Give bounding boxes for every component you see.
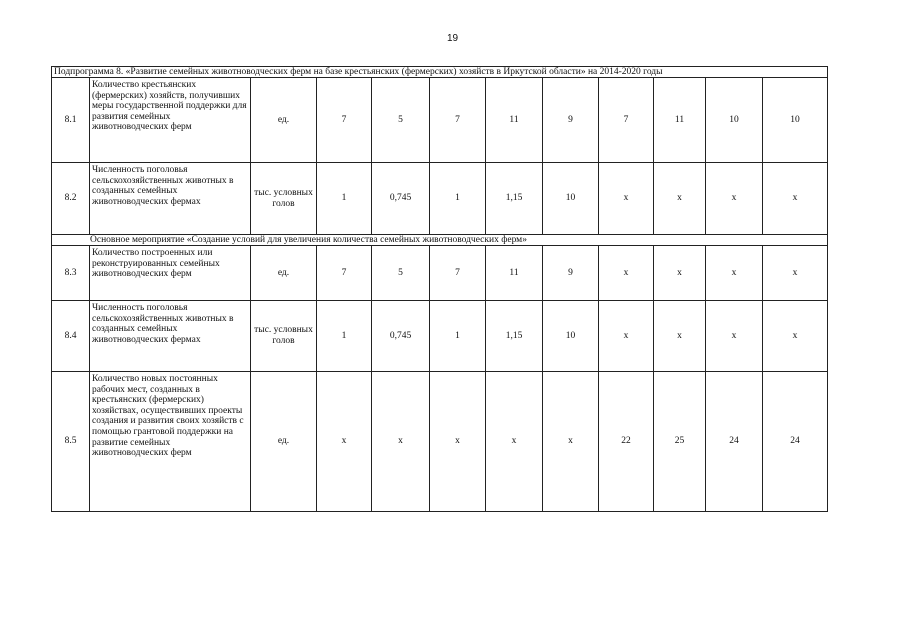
value-cell: 25 [654, 372, 706, 512]
value-cell: 24 [706, 372, 763, 512]
indicators-table [51, 66, 828, 512]
value-cell: x [599, 246, 654, 301]
value-cell: x [654, 163, 706, 235]
unit-cell: тыс. условных голов [251, 163, 317, 235]
value-cell: 10 [543, 301, 599, 372]
indicator-name: Численность поголовья сельскохозяйственных животных в созданных семейных животноводческих фермах [90, 301, 251, 372]
unit-cell: тыс. условных голов [251, 301, 317, 372]
value-cell: x [706, 163, 763, 235]
value-cell: 1,15 [486, 163, 543, 235]
value-cell: 11 [654, 78, 706, 163]
row-number: 8.3 [52, 246, 90, 301]
value-cell: 1,15 [486, 301, 543, 372]
value-cell: 7 [599, 78, 654, 163]
unit-cell: ед. [251, 372, 317, 512]
value-cell: 10 [763, 78, 828, 163]
value-cell: x [599, 301, 654, 372]
value-cell: 24 [763, 372, 828, 512]
table-row [52, 372, 828, 512]
value-cell: x [763, 246, 828, 301]
table-row [52, 301, 828, 372]
value-cell: 7 [430, 78, 486, 163]
value-cell: x [430, 372, 486, 512]
value-cell: 10 [543, 163, 599, 235]
subprogram-row [52, 67, 828, 78]
value-cell: 7 [317, 78, 372, 163]
value-cell: 1 [430, 301, 486, 372]
row-number: 8.1 [52, 78, 90, 163]
event-row [52, 235, 828, 246]
value-cell: 5 [372, 78, 430, 163]
indicator-name: Количество крестьянских (фермерских) хозяйств, получивших меры государственной поддержки для развития семейных животноводческих ферм [90, 78, 251, 163]
value-cell: x [706, 246, 763, 301]
value-cell: x [654, 301, 706, 372]
value-cell: x [706, 301, 763, 372]
row-number: 8.5 [52, 372, 90, 512]
value-cell: 7 [430, 246, 486, 301]
value-cell: 11 [486, 78, 543, 163]
value-cell: 7 [317, 246, 372, 301]
indicator-name: Количество построенных или реконструированных семейных животноводческих ферм [90, 246, 251, 301]
row-number: 8.2 [52, 163, 90, 235]
value-cell: x [599, 163, 654, 235]
value-cell: 9 [543, 246, 599, 301]
subprogram-title: Подпрограмма 8. «Развитие семейных животноводческих ферм на базе крестьянских (фермерских) хозяйств в Иркутской области» на 2014-2020 годы [52, 67, 828, 78]
unit-cell: ед. [251, 78, 317, 163]
table-row [52, 163, 828, 235]
table-row [52, 78, 828, 163]
value-cell: x [543, 372, 599, 512]
value-cell: 10 [706, 78, 763, 163]
value-cell: x [654, 246, 706, 301]
value-cell: x [763, 163, 828, 235]
event-title: Основное мероприятие «Создание условий для увеличения количества семейных животноводческих ферм» [52, 235, 828, 246]
value-cell: x [317, 372, 372, 512]
value-cell: 9 [543, 78, 599, 163]
value-cell: x [486, 372, 543, 512]
value-cell: x [372, 372, 430, 512]
value-cell: 11 [486, 246, 543, 301]
value-cell: 1 [317, 301, 372, 372]
row-number: 8.4 [52, 301, 90, 372]
value-cell: 0,745 [372, 301, 430, 372]
value-cell: 0,745 [372, 163, 430, 235]
table-row [52, 246, 828, 301]
value-cell: 5 [372, 246, 430, 301]
unit-cell: ед. [251, 246, 317, 301]
page-number: 19 [446, 33, 459, 44]
value-cell: 1 [317, 163, 372, 235]
value-cell: x [763, 301, 828, 372]
value-cell: 1 [430, 163, 486, 235]
indicator-name: Количество новых постоянных рабочих мест, созданных в крестьянских (фермерских) хозяйствах, осуществивших проекты создания и развития своих хозяйств с помощью грантовой поддержки на развитие семейных животноводческих ферм [90, 372, 251, 512]
value-cell: 22 [599, 372, 654, 512]
indicator-name: Численность поголовья сельскохозяйственных животных в созданных семейных животноводческих фермах [90, 163, 251, 235]
